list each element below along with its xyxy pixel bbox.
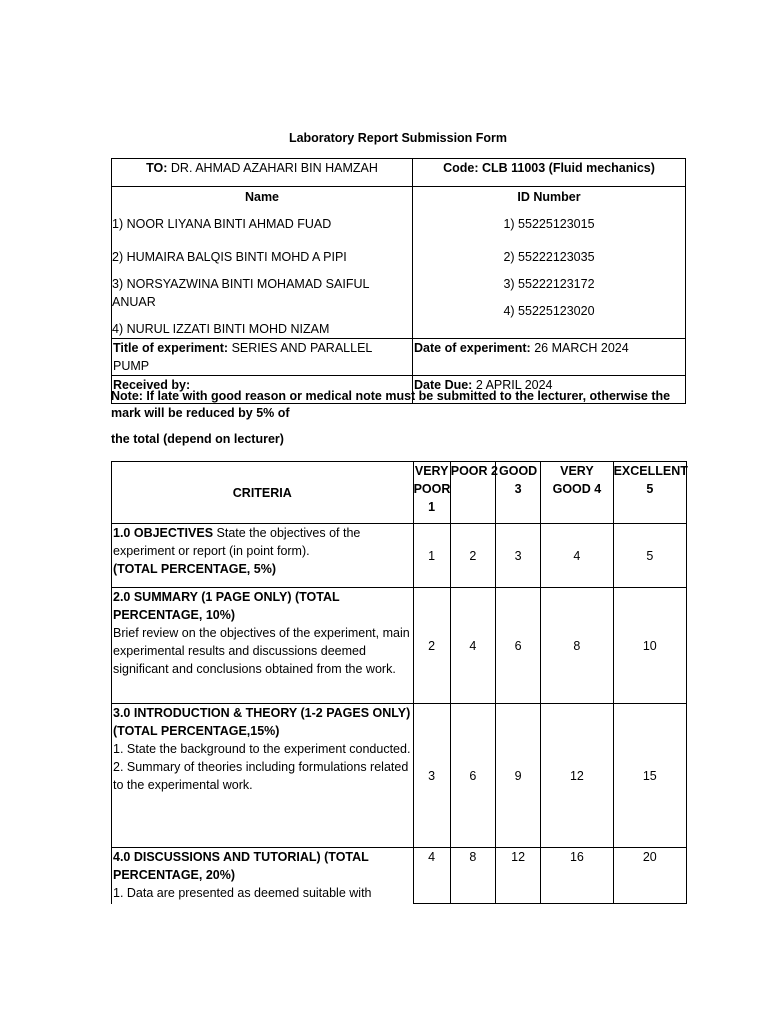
score-excellent: 20 xyxy=(613,848,686,904)
date-due-label: Date Due: xyxy=(414,378,473,392)
introduction-title: 3.0 INTRODUCTION & THEORY (1-2 PAGES ONLY) (TOTAL PERCENTAGE,15%) xyxy=(113,706,411,738)
criteria-row-summary xyxy=(112,588,687,704)
member-name-4: 4) NURUL IZZATI BINTI MOHD NIZAM xyxy=(112,322,330,336)
introduction-point-2: 2. Summary of theories including formulations related to the experimental work. xyxy=(113,760,409,792)
score-poor: 4 xyxy=(450,588,495,704)
score-very-poor: 4 xyxy=(413,848,450,904)
summary-text: Brief review on the objectives of the experiment, main experimental results and discussions deemed significant and conclusions obtained from the work. xyxy=(113,626,410,676)
member-id-1: 1) 55225123015 xyxy=(503,217,595,231)
received-by: Received by: xyxy=(112,376,413,404)
objectives-percentage: (TOTAL PERCENTAGE, 5%) xyxy=(113,562,276,576)
introduction-description xyxy=(112,704,414,848)
to-value: DR. AHMAD AZAHARI BIN HAMZAH xyxy=(170,161,378,175)
summary-description xyxy=(112,588,414,704)
good-header: GOOD 3 xyxy=(495,462,540,524)
member-name-2: 2) HUMAIRA BALQIS BINTI MOHD A PIPI xyxy=(112,250,347,264)
objectives-text: State the objectives of the experiment or report (in point form). xyxy=(113,526,361,558)
date-due-value: 2 APRIL 2024 xyxy=(475,378,553,392)
very-good-header: VERY GOOD 4 xyxy=(541,462,613,524)
score-very-good: 4 xyxy=(541,524,613,588)
score-very-poor: 2 xyxy=(413,588,450,704)
member-name-1: 1) NOOR LIYANA BINTI AHMAD FUAD xyxy=(112,217,332,231)
experiment-title-label: Title of experiment: xyxy=(113,341,229,355)
submission-header-table xyxy=(111,158,686,404)
introduction-point-1: 1. State the background to the experiment conducted. xyxy=(113,742,411,756)
member-name-3: 3) NORSYAZWINA BINTI MOHAMAD SAIFUL ANUAR xyxy=(112,277,369,309)
member-id-3: 3) 55222123172 xyxy=(503,277,595,291)
criteria-table xyxy=(111,461,687,904)
score-poor: 8 xyxy=(450,848,495,904)
poor-header: POOR 2 xyxy=(450,462,495,524)
score-poor: 2 xyxy=(450,524,495,588)
criteria-row-discussions xyxy=(112,848,687,904)
score-poor: 6 xyxy=(450,704,495,848)
experiment-title-value: SERIES AND PARALLEL PUMP xyxy=(113,341,372,373)
to-cell xyxy=(112,159,413,187)
id-header: ID Number xyxy=(517,190,581,204)
score-good: 3 xyxy=(495,524,540,588)
experiment-date-label: Date of experiment: xyxy=(414,341,531,355)
score-excellent: 15 xyxy=(613,704,686,848)
objectives-title: 1.0 OBJECTIVES xyxy=(113,526,214,540)
experiment-title-cell xyxy=(112,339,413,376)
experiment-date-cell xyxy=(413,339,686,376)
names-cell xyxy=(112,187,413,339)
criteria-header: CRITERIA xyxy=(112,462,414,524)
score-very-poor: 3 xyxy=(413,704,450,848)
score-very-good: 8 xyxy=(541,588,613,704)
score-good: 6 xyxy=(495,588,540,704)
score-good: 9 xyxy=(495,704,540,848)
discussions-description xyxy=(112,848,414,904)
criteria-row-objectives xyxy=(112,524,687,588)
very-poor-header: VERY POOR 1 xyxy=(413,462,450,524)
objectives-description xyxy=(112,524,414,588)
experiment-date-value: 26 MARCH 2024 xyxy=(534,341,629,355)
late-note-continued: the total (depend on lecturer) xyxy=(111,432,284,446)
score-very-good: 12 xyxy=(541,704,613,848)
score-good: 12 xyxy=(495,848,540,904)
late-note: Note: If late with good reason or medical note must be submitted to the lecturer, otherwise the mark will be reduced by 5% of xyxy=(111,389,671,420)
name-header: Name xyxy=(244,190,280,204)
score-excellent: 5 xyxy=(613,524,686,588)
summary-title: 2.0 SUMMARY (1 PAGE ONLY) (TOTAL PERCENTAGE, 10%) xyxy=(113,590,340,622)
score-very-good: 16 xyxy=(541,848,613,904)
member-id-2: 2) 55222123035 xyxy=(503,250,595,264)
discussions-point-1: 1. Data are presented as deemed suitable with xyxy=(113,886,372,900)
to-label: TO: xyxy=(146,161,168,175)
course-code: Code: CLB 11003 (Fluid mechanics) xyxy=(413,159,686,187)
form-title: Laboratory Report Submission Form xyxy=(288,131,508,145)
member-id-4: 4) 55225123020 xyxy=(503,304,595,318)
ids-cell xyxy=(413,187,686,339)
discussions-title: 4.0 DISCUSSIONS AND TUTORIAL) (TOTAL PERCENTAGE, 20%) xyxy=(113,850,369,882)
score-excellent: 10 xyxy=(613,588,686,704)
excellent-header: EXCELLENT 5 xyxy=(613,462,686,524)
score-very-poor: 1 xyxy=(413,524,450,588)
criteria-row-introduction xyxy=(112,704,687,848)
